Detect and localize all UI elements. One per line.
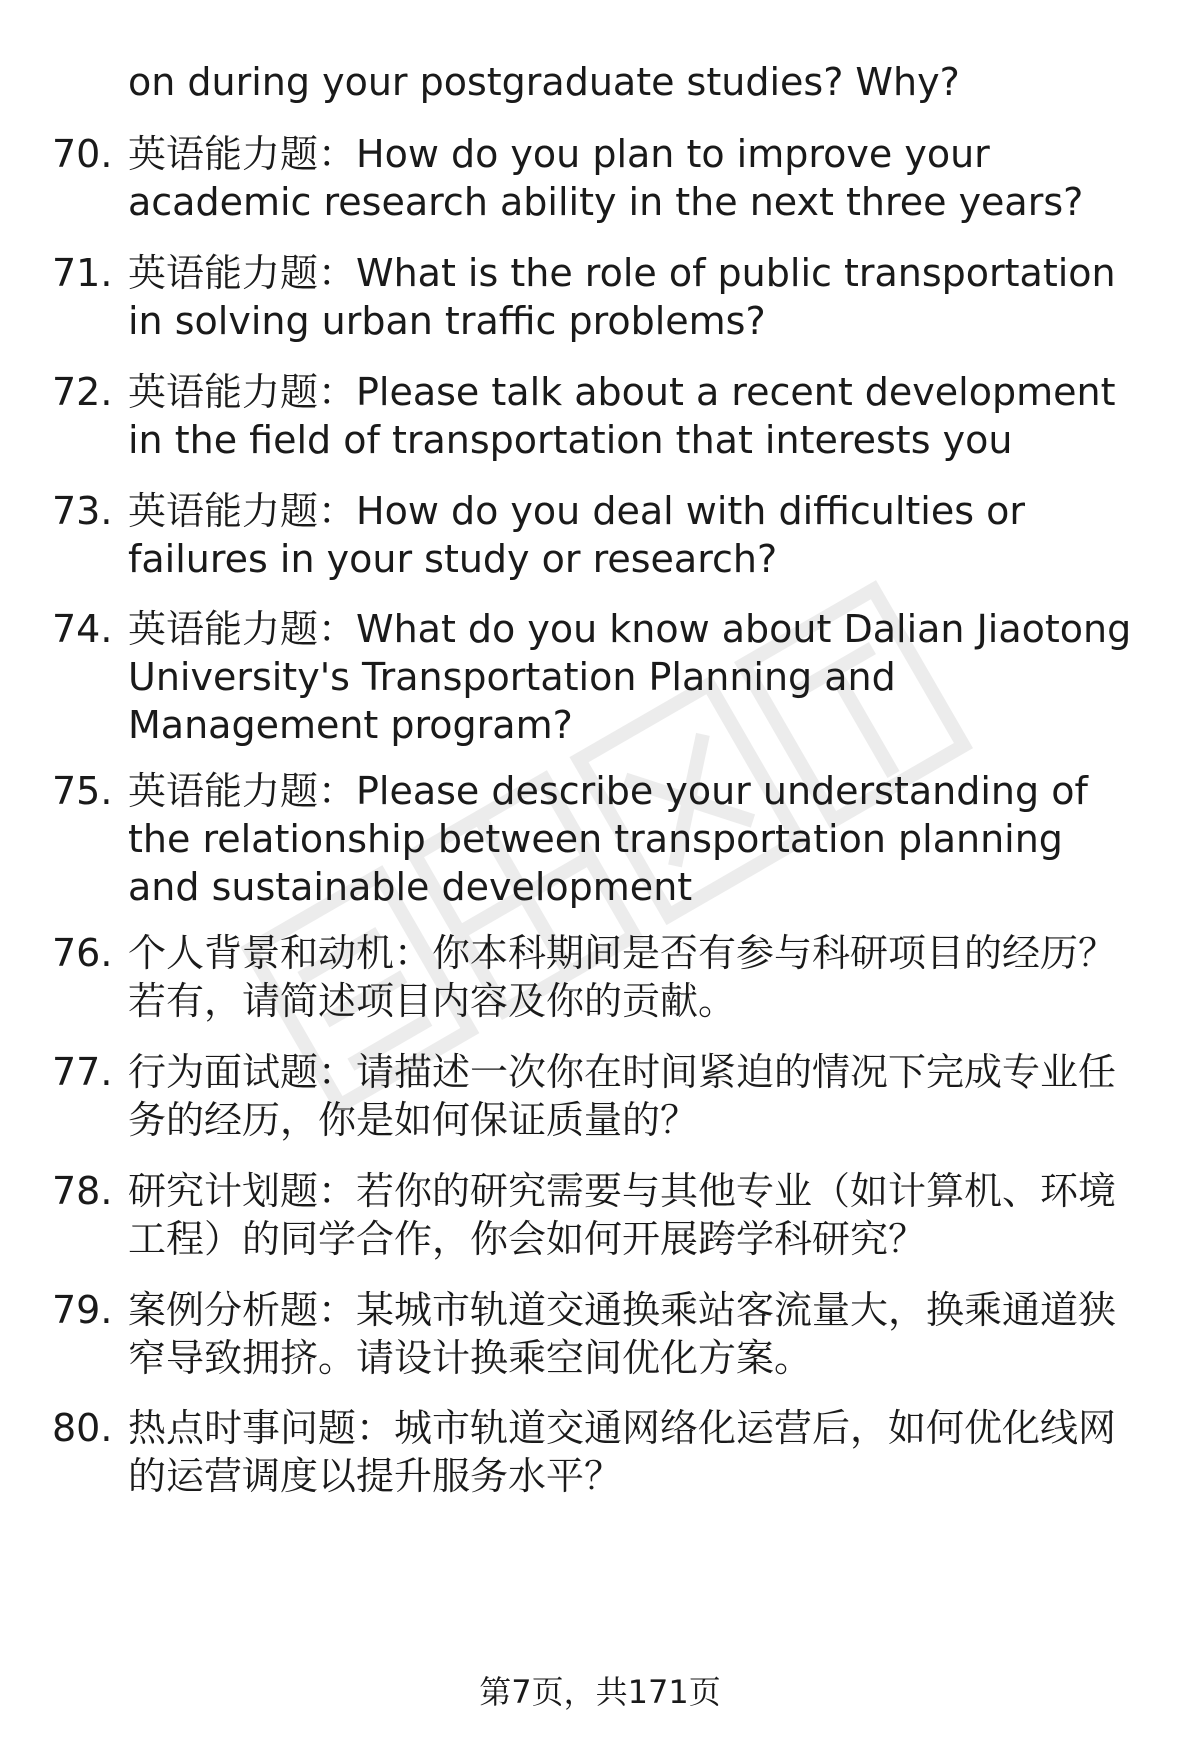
- question-text: 英语能力题：How do you plan to improve your academic research ability in the next three years?: [128, 132, 1084, 224]
- question-number: 76.: [52, 931, 113, 975]
- question-number: 70.: [52, 132, 113, 176]
- question-text: 英语能力题：Please talk about a recent development in the field of transportation that interests you: [128, 370, 1116, 462]
- question-text: 研究计划题：若你的研究需要与其他专业（如计算机、环境工程）的同学合作，你会如何开展跨学科研究？: [128, 1169, 1117, 1261]
- question-number: 71.: [52, 251, 113, 295]
- question-number: 78.: [52, 1169, 113, 1213]
- question-text: 英语能力题：What is the role of public transportation in solving urban traffic problems?: [128, 251, 1116, 343]
- continuation-text: on during your postgraduate studies? Why?: [128, 60, 960, 104]
- question-text: 案例分析题：某城市轨道交通换乘站客流量大，换乘通道狭窄导致拥挤。请设计换乘空间优化方案。: [128, 1288, 1117, 1380]
- question-number: 72.: [52, 370, 113, 414]
- page-footer: 第7页，共171页: [479, 1673, 721, 1711]
- question-number: 79.: [52, 1288, 113, 1332]
- question-text: 英语能力题：What do you know about Dalian Jiaotong University's Transportation Planning and Management program?: [128, 607, 1132, 747]
- question-number: 74.: [52, 607, 113, 651]
- question-number: 75.: [52, 769, 113, 813]
- question-number: 73.: [52, 489, 113, 533]
- question-text: 热点时事问题：城市轨道交通网络化运营后，如何优化线网的运营调度以提升服务水平？: [128, 1406, 1117, 1498]
- question-text: 行为面试题：请描述一次你在时间紧迫的情况下完成专业任务的经历，你是如何保证质量的？: [128, 1050, 1117, 1142]
- question-text: 个人背景和动机：你本科期间是否有参与科研项目的经历？若有，请简述项目内容及你的贡献。: [128, 931, 1117, 1023]
- question-number: 80.: [52, 1406, 113, 1450]
- question-number: 77.: [52, 1050, 113, 1094]
- question-text: 英语能力题：How do you deal with difficulties or failures in your study or research?: [128, 489, 1025, 581]
- question-text: 英语能力题：Please describe your understanding of the relationship between transportation planning and sustainable development: [128, 769, 1088, 909]
